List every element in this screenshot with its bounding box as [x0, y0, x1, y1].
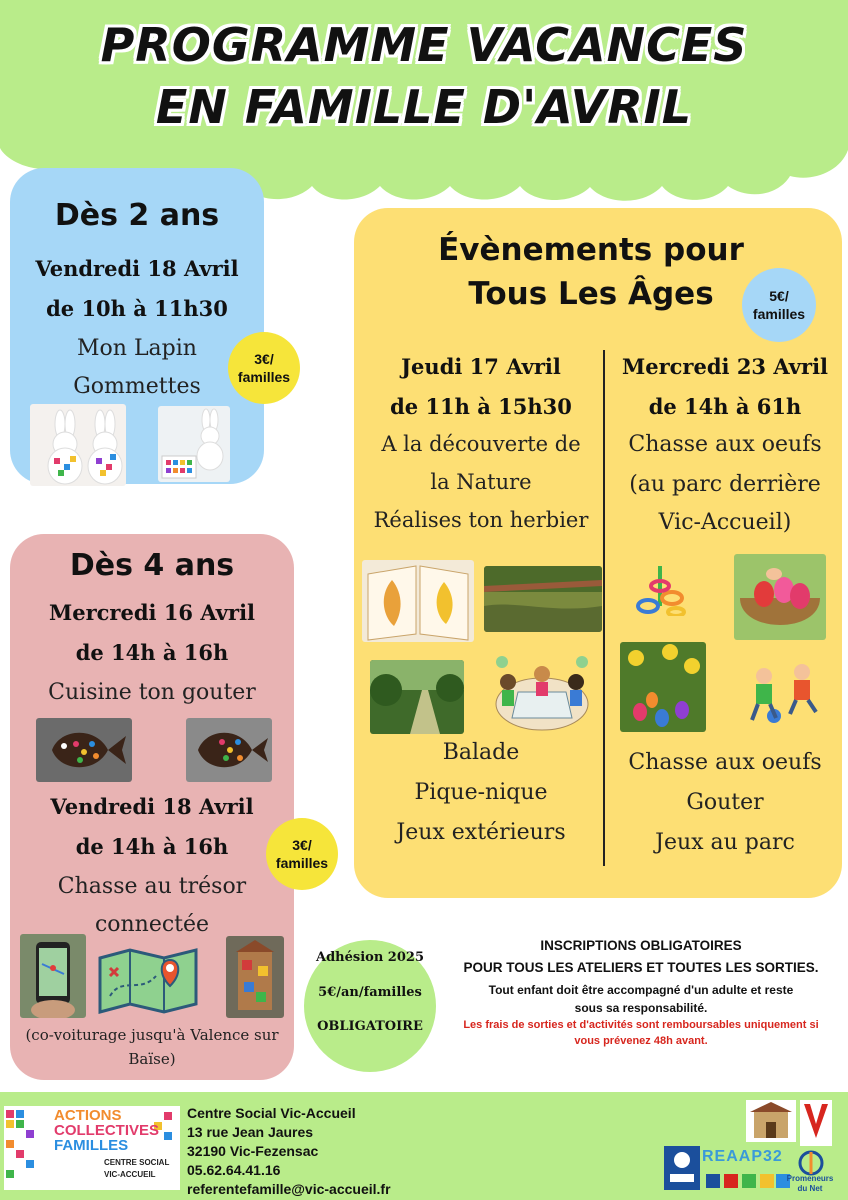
tous-left-activity-3: Réalises ton herbier	[373, 508, 589, 532]
logo-actions: ACTIONS	[54, 1107, 122, 1124]
logo-familles: FAMILLES	[54, 1137, 129, 1154]
tous-left-time: de 11h à 15h30	[390, 394, 572, 419]
promeneurs-line-1: Promeneurs	[786, 1174, 834, 1183]
section-4ans-event2-activity-2: connectée	[94, 912, 210, 937]
inscriptions-red-1: Les frais de sorties et d'activités sont remboursables uniquement si	[463, 1019, 819, 1031]
section-2ans-activity-2: Gommettes	[73, 374, 201, 399]
tous-right-bottom-3: Jeux au parc	[655, 830, 795, 855]
section-2ans-heading: Dès 2 ans	[54, 198, 220, 233]
section-2ans-activity-1: Mon Lapin	[77, 336, 197, 361]
reaap-logo: REAAP32	[702, 1148, 783, 1165]
tous-right-activity-3: Vic-Accueil)	[658, 510, 792, 535]
tous-right-bottom-2: Gouter	[686, 790, 764, 815]
inscriptions-line-3: Tout enfant doit être accompagné d'un adulte et reste	[488, 983, 794, 997]
bunny-gommettes-image	[30, 404, 126, 486]
promeneurs-icon	[796, 1150, 826, 1176]
ring-toss-icon	[632, 560, 692, 616]
playing-children-illustration	[744, 662, 826, 726]
easter-eggs-basket-image	[734, 554, 826, 640]
tous-left-bottom-1: Balade	[442, 740, 520, 765]
bunny-craft-image	[158, 406, 230, 482]
title-line-2: EN FAMILLE D'AVRIL	[155, 80, 693, 134]
section-4ans-event1-date: Mercredi 16 Avril	[48, 600, 256, 625]
tous-left-bottom-2: Pique-nique	[414, 780, 548, 805]
treasure-map-icon	[96, 946, 200, 1014]
phone-gps-image	[20, 934, 86, 1018]
price-amount: 5€/	[769, 288, 789, 304]
fish-cake-image-1	[36, 718, 132, 782]
promeneurs-text	[784, 1174, 836, 1194]
inscriptions-line-1: INSCRIPTIONS OBLIGATOIRES	[540, 938, 742, 953]
section-4ans-event2-time: de 14h à 16h	[75, 834, 229, 859]
partner-logo-vic	[800, 1100, 832, 1146]
inscriptions-line-2: POUR TOUS LES ATELIERS ET TOUTES LES SORTIES.	[463, 960, 819, 975]
price-amount: 3€/	[292, 837, 312, 853]
section-4ans-event1-time: de 14h à 16h	[75, 640, 229, 665]
tous-left-date: Jeudi 17 Avril	[401, 354, 561, 379]
covoiturage-note-1: (co-voiturage jusqu'à Valence sur	[25, 1026, 279, 1044]
section-4ans-event1-activity: Cuisine ton gouter	[48, 680, 256, 705]
fish-cake-image-2	[186, 718, 272, 782]
tous-right-date: Mercredi 23 Avril	[621, 354, 829, 379]
contact-phone: 05.62.64.41.16	[187, 1162, 281, 1178]
adhesion-line-1: Adhésion 2025	[316, 950, 424, 965]
title-line-1: PROGRAMME VACANCES	[100, 18, 748, 72]
herbier-book-image	[362, 560, 474, 642]
contact-email[interactable]: referentefamille@vic-accueil.fr	[187, 1181, 391, 1197]
price-unit: familles	[752, 306, 806, 322]
easter-eggs-grass-image	[620, 642, 706, 732]
section-4ans-heading: Dès 4 ans	[69, 548, 235, 583]
promeneurs-line-2: du Net	[797, 1184, 823, 1193]
price-unit: familles	[237, 369, 291, 385]
bridge-nature-image	[484, 566, 602, 632]
adhesion-line-3: OBLIGATOIRE	[317, 1019, 423, 1034]
section-2ans-time: de 10h à 11h30	[46, 296, 228, 321]
price-amount: 3€/	[254, 351, 274, 367]
tous-right-time: de 14h à 61h	[648, 394, 802, 419]
vic-logo-icon	[800, 1100, 832, 1146]
caf-icon	[664, 1146, 700, 1190]
treasure-box-image	[226, 936, 284, 1018]
inscriptions-red-2: vous prévenez 48h avant.	[574, 1035, 708, 1047]
price-badge-2ans	[228, 332, 300, 404]
section-4ans-event2-activity-1: Chasse au trésor	[57, 874, 247, 899]
tous-left-bottom-3: Jeux extérieurs	[396, 820, 566, 845]
partner-logo-building	[746, 1100, 796, 1142]
tous-left-activity-2: la Nature	[430, 470, 532, 494]
actions-collectives-logo	[4, 1106, 180, 1190]
partner-small-logos	[706, 1172, 790, 1190]
section-tous-heading-1: Évènements pour	[438, 232, 744, 268]
price-badge-tous	[742, 268, 816, 342]
tous-right-bottom-1: Chasse aux oeufs	[628, 750, 822, 775]
section-4ans-event2-date: Vendredi 18 Avril	[50, 794, 254, 819]
price-unit: familles	[275, 855, 329, 871]
contact-city: 32190 Vic-Fezensac	[187, 1143, 319, 1159]
inscriptions-line-4: sous sa responsabilité.	[574, 1001, 708, 1015]
forest-path-image	[370, 660, 464, 734]
picnic-illustration	[488, 652, 596, 736]
tous-right-activity-2: (au parc derrière	[629, 472, 821, 497]
caf-logo	[664, 1146, 700, 1190]
logo-vic-accueil: VIC-ACCUEIL	[104, 1170, 156, 1179]
covoiturage-note-2: Baïse)	[128, 1050, 176, 1068]
building-icon	[746, 1100, 796, 1142]
adhesion-line-2: 5€/an/familles	[318, 985, 422, 1000]
logo-collectives: COLLECTIVES	[54, 1122, 160, 1139]
section-tous-heading-2: Tous Les Âges	[468, 276, 714, 312]
section-2ans-date: Vendredi 18 Avril	[35, 256, 239, 281]
logo-centre-social: CENTRE SOCIAL	[104, 1158, 170, 1167]
tous-right-activity-1: Chasse aux oeufs	[628, 432, 822, 457]
contact-street: 13 rue Jean Jaures	[187, 1124, 314, 1140]
contact-block	[187, 1104, 391, 1199]
tous-left-activity-1: A la découverte de	[381, 432, 581, 456]
column-divider	[603, 350, 605, 866]
contact-name: Centre Social Vic-Accueil	[187, 1105, 356, 1121]
